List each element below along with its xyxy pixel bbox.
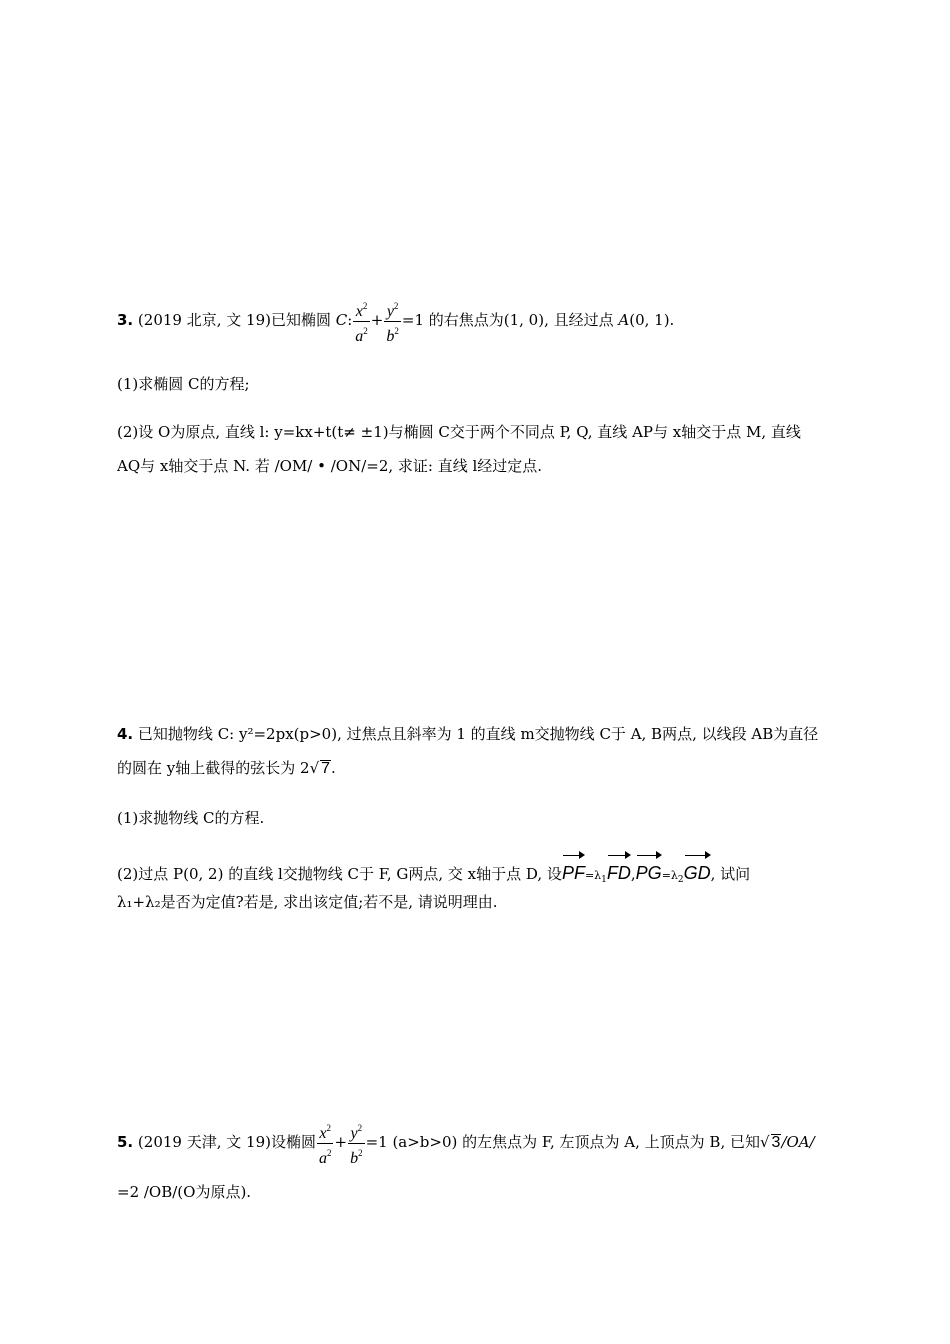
q3-part2-line1: (2)设 O为原点, 直线 l: y=kx+t(t≠ ±1)与椭圆 C交于两个不同点 P, Q, 直线 AP与 x轴交于点 M, 直线	[117, 423, 801, 441]
q4-eq2: =λ	[661, 869, 678, 882]
q4-part2-line1	[117, 854, 750, 895]
q3-intro: 已知椭圆	[270, 311, 336, 329]
radical-icon: √	[309, 759, 320, 777]
q4-part2-prefix: (2)过点 P(0, 2) 的直线 l交抛物线 C于 F, G两点, 交 x轴于点 D, 设	[117, 865, 562, 883]
q3-fraction-y-b: $\frac{y^2}{b^2}$	[386, 300, 399, 345]
q4-number: 4.	[117, 725, 134, 743]
vector-gd: GD	[684, 854, 711, 888]
q5-number: 5.	[117, 1133, 134, 1151]
q5-fraction-x-a: $\frac{x^2}{a^2}$	[318, 1122, 332, 1167]
q5-eq-tail: =1 (a>b>0) 的左焦点为 F, 左顶点为 A, 上顶点为 B, 已知	[365, 1133, 760, 1151]
q3-part2-line2: AQ与 x轴交于点 N. 若 /OM/ • /ON/=2, 求证: 直线 l经过定点.	[117, 457, 543, 475]
q3-part1: (1)求椭圆 C的方程;	[117, 375, 250, 393]
q4-sub2: 2	[677, 875, 684, 885]
q3-fraction-x-a: $\frac{x^2}{a^2}$	[355, 300, 368, 345]
q4-line2-prefix: 的圆在 y轴上截得的弦长为 2	[117, 759, 310, 777]
vector-pf: PF	[562, 854, 585, 888]
q3-point-coords: (0, 1).	[629, 311, 675, 329]
q3-source: (2019 北京, 文 19)	[137, 311, 271, 329]
q4-comma: ,	[630, 865, 636, 883]
q4-sub1: 1	[601, 875, 607, 885]
radical-icon: √	[759, 1133, 770, 1151]
q5-header-line: 5. (2019 天津, 文 19)设椭圆 $\frac{x^2}{a^2}$ + $\frac{y^2}{b^2}$ =1 (a>b>0) 的左焦点为 F, 左顶点为 A, 上顶点为 B, 已知√ 3/OA/	[117, 1118, 815, 1168]
q5-line2: =2 /OB/(O为原点).	[117, 1183, 252, 1201]
vector-pg: PG	[636, 854, 662, 888]
q3-number: 3.	[117, 311, 134, 329]
q4-eq1: =λ	[584, 869, 602, 882]
q3-header-line: 3. (2019 北京, 文 19)已知椭圆 C: $\frac{x^2}{a^2}$ + $\frac{y^2}{b^2}$ =1 的右焦点为(1, 0), 且经过点 A(0, 1).	[117, 296, 674, 346]
q5-fraction-y-b: $\frac{y^2}{b^2}$	[350, 1122, 363, 1167]
q5-intro: 设椭圆	[270, 1133, 316, 1151]
q3-eq-tail: =1 的右焦点为(1, 0), 且经过点	[401, 311, 619, 329]
q4-sqrt-value: 7	[321, 760, 331, 777]
q3-curve-name: C	[335, 311, 348, 329]
q4-line2	[117, 758, 336, 778]
q4-line1-text: 已知抛物线 C: y²=2px(p>0), 过焦点且斜率为 1 的直线 m交抛物线 C于 A, B两点, 以线段 AB为直径	[137, 725, 819, 743]
vector-fd: FD	[607, 854, 631, 888]
q5-source: (2019 天津, 文 19)	[137, 1133, 271, 1151]
q5-tail1: /OA/	[781, 1133, 815, 1151]
q4-line1	[117, 724, 818, 744]
q4-part1: (1)求抛物线 C的方程.	[117, 809, 265, 827]
q3-point: A	[618, 311, 630, 329]
q4-line2-suffix: .	[331, 759, 336, 777]
q5-sqrt-value: 3	[771, 1134, 781, 1151]
q4-part2-tail: , 试问	[710, 865, 751, 883]
q4-part2-line2: λ₁+λ₂是否为定值?若是, 求出该定值;若不是, 请说明理由.	[117, 893, 498, 911]
